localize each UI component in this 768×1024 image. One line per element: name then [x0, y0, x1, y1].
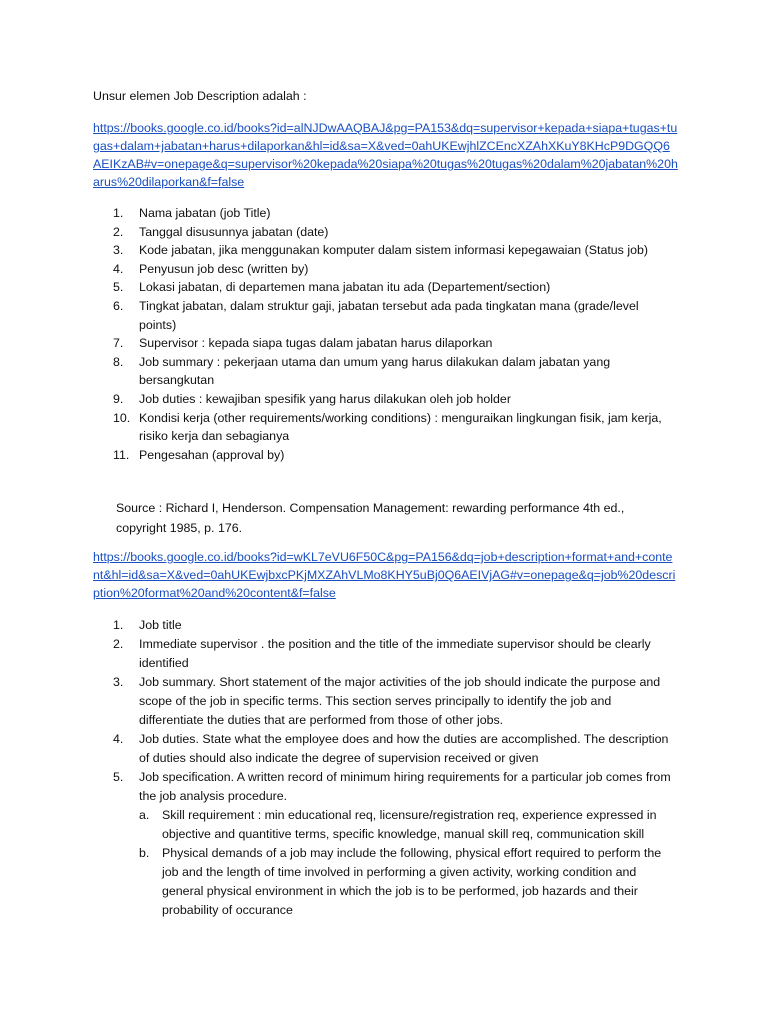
- list-item: [113, 390, 673, 409]
- list-item: [113, 278, 673, 297]
- list-item: [113, 353, 673, 390]
- list-item: [113, 730, 678, 768]
- list-item-text: Job duties : kewajiban spesifik yang harus dilakukan oleh job holder: [139, 391, 511, 406]
- sublist-item-text: Physical demands of a job may include the following, physical effort required to perform the job and the length of time involved in performing a given activity, working condition and general physical environment in which the job is to be performed, job hazards and their probability of occurance: [162, 846, 662, 917]
- list-item-number: 6.: [113, 298, 124, 313]
- google-books-link-2[interactable]: https://books.google.co.id/books?id=wKL7eVU6F50C&pg=PA156&dq=job+description+format+and+content&hl=id&sa=X&ved=0ahUKEwjbxcPKjMXZAhVLMo8KHY5uBj0Q6AEIVjAG#v=onepage&q=job%20description%20format%20and%20content&f=false: [93, 550, 676, 600]
- list-item: [113, 297, 673, 334]
- list-item-text: Immediate supervisor . the position and the title of the immediate supervisor should be clearly identified: [139, 637, 651, 670]
- google-books-link-1[interactable]: https://books.google.co.id/books?id=alNJDwAAQBAJ&pg=PA153&dq=supervisor+kepada+siapa+tugas+tugas+dalam+jabatan+harus+dilaporkan&hl=id&sa=X&ved=0ahUKEwjhlZCEncXZAhXKuY8KHcP9DGQQ6AEIKzAB#v=onepage&q=supervisor%20kepada%20siapa%20tugas%20tugas%20dalam%20jabatan%20harus%20dilaporkan&f=false: [93, 121, 678, 189]
- list-item-text: Tanggal disusunnya jabatan (date): [139, 224, 329, 239]
- document-heading: Unsur elemen Job Description adalah :: [93, 89, 307, 103]
- source-citation: Source : Richard I, Henderson. Compensation Management: rewarding performance 4th ed., copyright 1985, p. 176.: [116, 501, 625, 535]
- list-item-number: 7.: [113, 336, 124, 351]
- list-item: [113, 616, 678, 635]
- list-item-number: 4.: [113, 261, 124, 276]
- sublist-item-text: Skill requirement : min educational req, licensure/registration req, experience expressed in objective and quantitive terms, specific knowledge, manual skill req, communication skill: [162, 808, 657, 841]
- list-item-number: 10.: [113, 410, 131, 425]
- list-item-number: 2.: [113, 224, 124, 239]
- list-item-number: 5.: [113, 770, 124, 784]
- sublist-item-letter: a.: [139, 808, 150, 822]
- list-item: [113, 204, 673, 223]
- list-item: [113, 223, 673, 242]
- list-item-number: 1.: [113, 618, 124, 632]
- list-item-number: 2.: [113, 637, 124, 651]
- list-item: [113, 673, 678, 730]
- job-specification-sublist: [139, 806, 678, 920]
- list-item: [113, 241, 673, 260]
- list-item-number: 11.: [113, 447, 130, 462]
- list-item: [113, 446, 673, 465]
- sublist-item: [139, 806, 678, 844]
- list-item: [113, 635, 678, 673]
- list-item: [113, 768, 678, 920]
- list-item-number: 9.: [113, 391, 124, 406]
- list-item-number: 5.: [113, 280, 124, 295]
- list-item-text: Nama jabatan (job Title): [139, 206, 271, 220]
- list-item-number: 3.: [113, 675, 124, 689]
- list-item-text: Pengesahan (approval by): [139, 447, 285, 462]
- list-item-text: Lokasi jabatan, di departemen mana jabatan itu ada (Departement/section): [139, 280, 551, 295]
- list-item-text: Job title: [139, 618, 182, 632]
- list-item-number: 8.: [113, 354, 124, 369]
- list-item: [113, 409, 673, 446]
- job-description-elements-list: [113, 204, 673, 464]
- list-item-text: Penyusun job desc (written by): [139, 261, 309, 276]
- list-item-text: Supervisor : kepada siapa tugas dalam jabatan harus dilaporkan: [139, 336, 493, 351]
- list-item: [113, 334, 673, 353]
- list-item-text: Kondisi kerja (other requirements/working conditions) : menguraikan lingkungan fisik, jam kerja, risiko kerja dan sebagianya: [139, 410, 662, 444]
- list-item: [113, 260, 673, 279]
- list-item-text: Kode jabatan, jika menggunakan komputer dalam sistem informasi kepegawaian (Status job): [139, 243, 648, 258]
- list-item-text: Job summary. Short statement of the major activities of the job should indicate the purpose and scope of the job in specific terms. This section serves principally to identify the job and differentiate the duties that are performed from those of other jobs.: [139, 675, 661, 727]
- list-item-text: Tingkat jabatan, dalam struktur gaji, jabatan tersebut ada pada tingkatan mana (grade/level points): [139, 298, 639, 332]
- sublist-item: [139, 844, 678, 920]
- list-item-text: Job specification. A written record of minimum hiring requirements for a particular job comes from the job analysis procedure.: [139, 770, 671, 803]
- list-item-number: 1.: [113, 206, 124, 220]
- list-item-number: 3.: [113, 243, 124, 258]
- list-item-text: Job duties. State what the employee does and how the duties are accomplished. The description of duties should also indicate the degree of supervision received or given: [139, 732, 669, 765]
- list-item-number: 4.: [113, 732, 124, 746]
- list-item-text: Job summary : pekerjaan utama dan umum yang harus dilakukan dalam jabatan yang bersangkutan: [139, 354, 611, 388]
- sublist-item-letter: b.: [139, 846, 150, 860]
- job-description-content-list: [113, 616, 678, 920]
